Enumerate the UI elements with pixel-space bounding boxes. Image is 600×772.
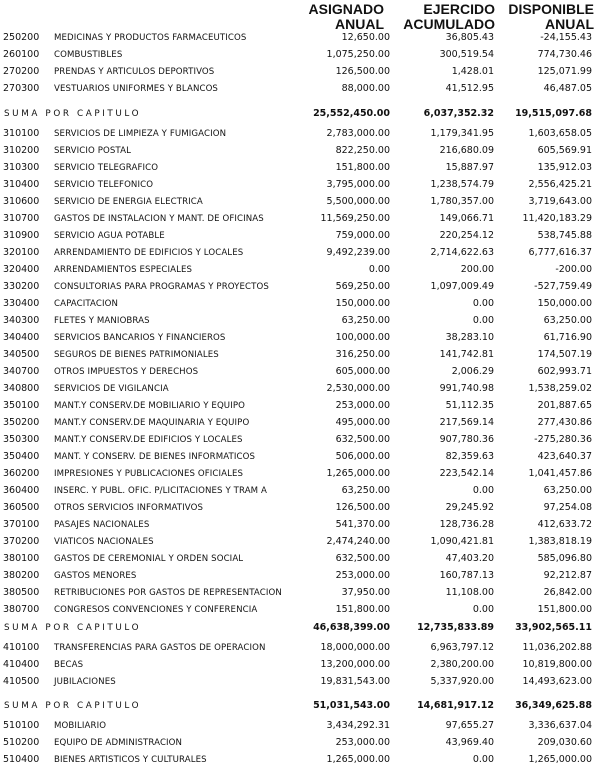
concept-cell: CONGRESOS CONVENCIONES Y CONFERENCIA bbox=[54, 605, 258, 615]
ejercido-acumulado-cell: 0.00 bbox=[472, 754, 494, 765]
table-row bbox=[0, 296, 600, 312]
account-code-cell: 340400 bbox=[3, 332, 40, 343]
account-code-cell: 380700 bbox=[3, 604, 40, 615]
asignado-anual-cell: 495,000.00 bbox=[335, 417, 390, 428]
asignado-anual-cell: 150,000.00 bbox=[335, 298, 390, 309]
asignado-anual-cell: 541,370.00 bbox=[335, 519, 390, 530]
disponible-anual-cell: 1,538,259.02 bbox=[528, 383, 592, 394]
concept-cell: MANT.Y CONSERV.DE MAQUINARIA Y EQUIPO bbox=[54, 418, 250, 428]
concept-cell: GASTOS MENORES bbox=[54, 571, 137, 581]
disponible-anual-cell: 605,569.91 bbox=[537, 145, 592, 156]
concept-cell: SEGUROS DE BIENES PATRIMONIALES bbox=[54, 350, 219, 360]
concept-cell: SERVICIO TELEFONICO bbox=[54, 180, 154, 190]
disponible-anual-cell: 3,719,643.00 bbox=[528, 196, 592, 207]
asignado-anual-cell: 46,638,399.00 bbox=[313, 622, 390, 633]
ejercido-acumulado-cell: 43,969.40 bbox=[445, 737, 494, 748]
disponible-anual-cell: 1,383,818.19 bbox=[528, 536, 592, 547]
account-code-cell: 320400 bbox=[3, 264, 40, 275]
ejercido-acumulado-cell: 141,742.81 bbox=[439, 349, 494, 360]
disponible-anual-cell: 46,487.05 bbox=[543, 83, 592, 94]
table-row bbox=[0, 602, 600, 618]
asignado-anual-cell: 632,500.00 bbox=[335, 434, 390, 445]
account-code-cell: 310200 bbox=[3, 145, 40, 156]
disponible-anual-cell: -24,155.43 bbox=[540, 32, 592, 43]
ejercido-acumulado-cell: 223,542.14 bbox=[439, 468, 494, 479]
ejercido-acumulado-cell: 0.00 bbox=[472, 298, 494, 309]
concept-cell: ARRENDAMIENTO DE EDIFICIOS Y LOCALES bbox=[54, 248, 244, 258]
disponible-anual-cell: 1,603,658.05 bbox=[528, 128, 592, 139]
table-row bbox=[0, 228, 600, 244]
disponible-anual-cell: 538,745.88 bbox=[537, 230, 592, 241]
concept-cell: SERVICIOS BANCARIOS Y FINANCIEROS bbox=[54, 333, 226, 343]
sum-label: SUMA POR CAPITULO bbox=[4, 109, 142, 119]
disponible-anual-cell: -275,280.36 bbox=[534, 434, 592, 445]
disponible-anual-cell: 10,819,800.00 bbox=[522, 659, 592, 670]
header-disponible-anual bbox=[508, 2, 594, 32]
asignado-anual-cell: 0.00 bbox=[368, 264, 390, 275]
disponible-anual-cell: 19,515,097.68 bbox=[515, 108, 592, 119]
table-row bbox=[0, 415, 600, 431]
ejercido-acumulado-cell: 15,887.97 bbox=[445, 162, 494, 173]
account-code-cell: 410400 bbox=[3, 659, 40, 670]
asignado-anual-cell: 1,265,000.00 bbox=[326, 754, 390, 765]
header-ejercido-acumulado bbox=[403, 2, 495, 32]
concept-cell: BECAS bbox=[54, 660, 84, 670]
ejercido-acumulado-cell: 217,569.14 bbox=[439, 417, 494, 428]
account-code-cell: 410500 bbox=[3, 676, 40, 687]
disponible-anual-cell: 774,730.46 bbox=[537, 49, 592, 60]
asignado-anual-cell: 151,800.00 bbox=[335, 604, 390, 615]
account-code-cell: 350300 bbox=[3, 434, 40, 445]
asignado-anual-cell: 12,650.00 bbox=[341, 32, 390, 43]
account-code-cell: 370200 bbox=[3, 536, 40, 547]
disponible-anual-cell: -200.00 bbox=[555, 264, 592, 275]
table-row bbox=[0, 449, 600, 465]
ejercido-acumulado-cell: 82,359.63 bbox=[445, 451, 494, 462]
asignado-anual-cell: 37,950.00 bbox=[341, 587, 390, 598]
concept-cell: SERVICIOS DE VIGILANCIA bbox=[54, 384, 169, 394]
chapter-total-row bbox=[0, 620, 600, 636]
ejercido-acumulado-cell: 6,963,797.12 bbox=[430, 642, 494, 653]
asignado-anual-cell: 88,000.00 bbox=[341, 83, 390, 94]
table-row bbox=[0, 262, 600, 278]
account-code-cell: 380200 bbox=[3, 570, 40, 581]
account-code-cell: 310100 bbox=[3, 128, 40, 139]
header-line: EJERCIDO bbox=[423, 1, 495, 17]
concept-cell: SERVICIO POSTAL bbox=[54, 146, 131, 156]
ejercido-acumulado-cell: 1,428.01 bbox=[451, 66, 494, 77]
ejercido-acumulado-cell: 2,380,200.00 bbox=[430, 659, 494, 670]
table-row bbox=[0, 194, 600, 210]
table-row bbox=[0, 551, 600, 567]
concept-cell: MANT.Y CONSERV.DE MOBILIARIO Y EQUIPO bbox=[54, 401, 245, 411]
disponible-anual-cell: 2,556,425.21 bbox=[528, 179, 592, 190]
header-asignado-anual bbox=[309, 2, 384, 32]
asignado-anual-cell: 253,000.00 bbox=[335, 737, 390, 748]
concept-cell: EQUIPO DE ADMINISTRACION bbox=[54, 738, 183, 748]
ejercido-acumulado-cell: 0.00 bbox=[472, 485, 494, 496]
account-code-cell: 310600 bbox=[3, 196, 40, 207]
asignado-anual-cell: 63,250.00 bbox=[341, 485, 390, 496]
asignado-anual-cell: 3,795,000.00 bbox=[326, 179, 390, 190]
asignado-anual-cell: 5,500,000.00 bbox=[326, 196, 390, 207]
asignado-anual-cell: 11,569,250.00 bbox=[320, 213, 390, 224]
ejercido-acumulado-cell: 97,655.27 bbox=[445, 720, 494, 731]
concept-cell: CONSULTORIAS PARA PROGRAMAS Y PROYECTOS bbox=[54, 282, 269, 292]
ejercido-acumulado-cell: 220,254.12 bbox=[439, 230, 494, 241]
account-code-cell: 360400 bbox=[3, 485, 40, 496]
asignado-anual-cell: 253,000.00 bbox=[335, 570, 390, 581]
account-code-cell: 510200 bbox=[3, 737, 40, 748]
table-row bbox=[0, 81, 600, 97]
asignado-anual-cell: 1,265,000.00 bbox=[326, 468, 390, 479]
table-row bbox=[0, 674, 600, 690]
disponible-anual-cell: 92,212.87 bbox=[543, 570, 592, 581]
disponible-anual-cell: 277,430.86 bbox=[537, 417, 592, 428]
asignado-anual-cell: 126,500.00 bbox=[335, 66, 390, 77]
concept-cell: VIATICOS NACIONALES bbox=[54, 537, 154, 547]
asignado-anual-cell: 13,200,000.00 bbox=[320, 659, 390, 670]
concept-cell: MOBILIARIO bbox=[54, 721, 107, 731]
asignado-anual-cell: 253,000.00 bbox=[335, 400, 390, 411]
concept-cell: SERVICIO TELEGRAFICO bbox=[54, 163, 159, 173]
asignado-anual-cell: 151,800.00 bbox=[335, 162, 390, 173]
ejercido-acumulado-cell: 991,740.98 bbox=[439, 383, 494, 394]
disponible-anual-cell: 33,902,565.11 bbox=[515, 622, 592, 633]
disponible-anual-cell: 97,254.08 bbox=[543, 502, 592, 513]
asignado-anual-cell: 126,500.00 bbox=[335, 502, 390, 513]
header-line: ANUAL bbox=[335, 16, 384, 32]
account-code-cell: 370100 bbox=[3, 519, 40, 530]
asignado-anual-cell: 632,500.00 bbox=[335, 553, 390, 564]
header-line: ACUMULADO bbox=[403, 16, 495, 32]
asignado-anual-cell: 63,250.00 bbox=[341, 315, 390, 326]
asignado-anual-cell: 605,000.00 bbox=[335, 366, 390, 377]
table-row bbox=[0, 517, 600, 533]
concept-cell: ARRENDAMIENTOS ESPECIALES bbox=[54, 265, 193, 275]
disponible-anual-cell: 61,716.90 bbox=[543, 332, 592, 343]
disponible-anual-cell: 1,265,000.00 bbox=[528, 754, 592, 765]
table-row bbox=[0, 177, 600, 193]
disponible-anual-cell: 11,036,202.88 bbox=[522, 642, 592, 653]
ejercido-acumulado-cell: 0.00 bbox=[472, 315, 494, 326]
asignado-anual-cell: 1,075,250.00 bbox=[326, 49, 390, 60]
table-row bbox=[0, 466, 600, 482]
disponible-anual-cell: 6,777,616.37 bbox=[528, 247, 592, 258]
table-row bbox=[0, 432, 600, 448]
account-code-cell: 330400 bbox=[3, 298, 40, 309]
disponible-anual-cell: 151,800.00 bbox=[537, 604, 592, 615]
disponible-anual-cell: 150,000.00 bbox=[537, 298, 592, 309]
account-code-cell: 340300 bbox=[3, 315, 40, 326]
header-line: DISPONIBLE bbox=[508, 1, 594, 17]
chapter-total-row bbox=[0, 106, 600, 122]
account-code-cell: 510400 bbox=[3, 754, 40, 765]
table-row bbox=[0, 364, 600, 380]
account-code-cell: 340800 bbox=[3, 383, 40, 394]
concept-cell: SERVICIO AGUA POTABLE bbox=[54, 231, 165, 241]
table-row bbox=[0, 500, 600, 516]
table-row bbox=[0, 585, 600, 601]
account-code-cell: 350100 bbox=[3, 400, 40, 411]
account-code-cell: 380500 bbox=[3, 587, 40, 598]
account-code-cell: 410100 bbox=[3, 642, 40, 653]
chapter-total-row bbox=[0, 698, 600, 714]
table-row bbox=[0, 381, 600, 397]
asignado-anual-cell: 100,000.00 bbox=[335, 332, 390, 343]
disponible-anual-cell: 1,041,457.86 bbox=[528, 468, 592, 479]
concept-cell: RETRIBUCIONES POR GASTOS DE REPRESENTACION bbox=[54, 588, 282, 598]
disponible-anual-cell: 26,842.00 bbox=[543, 587, 592, 598]
disponible-anual-cell: 36,349,625.88 bbox=[515, 700, 592, 711]
header-line: ANUAL bbox=[545, 16, 594, 32]
asignado-anual-cell: 759,000.00 bbox=[335, 230, 390, 241]
asignado-anual-cell: 2,474,240.00 bbox=[326, 536, 390, 547]
ejercido-acumulado-cell: 1,090,421.81 bbox=[430, 536, 494, 547]
ejercido-acumulado-cell: 6,037,352.32 bbox=[423, 108, 494, 119]
asignado-anual-cell: 569,250.00 bbox=[335, 281, 390, 292]
ejercido-acumulado-cell: 200.00 bbox=[460, 264, 494, 275]
ejercido-acumulado-cell: 128,736.28 bbox=[439, 519, 494, 530]
concept-cell: INSERC. Y PUBL. OFIC. P/LICITACIONES Y TRAM A bbox=[54, 486, 268, 496]
table-row bbox=[0, 126, 600, 142]
concept-cell: JUBILACIONES bbox=[54, 677, 116, 687]
concept-cell: VESTUARIOS UNIFORMES Y BLANCOS bbox=[54, 84, 218, 94]
account-code-cell: 350400 bbox=[3, 451, 40, 462]
disponible-anual-cell: 63,250.00 bbox=[543, 485, 592, 496]
table-row bbox=[0, 534, 600, 550]
concept-cell: MANT.Y CONSERV.DE EDIFICIOS Y LOCALES bbox=[54, 435, 243, 445]
account-code-cell: 360500 bbox=[3, 502, 40, 513]
account-code-cell: 510100 bbox=[3, 720, 40, 731]
disponible-anual-cell: 412,633.72 bbox=[537, 519, 592, 530]
table-row bbox=[0, 398, 600, 414]
asignado-anual-cell: 316,250.00 bbox=[335, 349, 390, 360]
disponible-anual-cell: 602,993.71 bbox=[537, 366, 592, 377]
account-code-cell: 250200 bbox=[3, 32, 40, 43]
ejercido-acumulado-cell: 2,714,622.63 bbox=[430, 247, 494, 258]
concept-cell: TRANSFERENCIAS PARA GASTOS DE OPERACION bbox=[54, 643, 266, 653]
asignado-anual-cell: 51,031,543.00 bbox=[313, 700, 390, 711]
disponible-anual-cell: 585,096.80 bbox=[537, 553, 592, 564]
concept-cell: GASTOS DE INSTALACION Y MANT. DE OFICINAS bbox=[54, 214, 264, 224]
disponible-anual-cell: 63,250.00 bbox=[543, 315, 592, 326]
account-code-cell: 270300 bbox=[3, 83, 40, 94]
disponible-anual-cell: 11,420,183.29 bbox=[522, 213, 592, 224]
ejercido-acumulado-cell: 51,112.35 bbox=[445, 400, 494, 411]
ejercido-acumulado-cell: 160,787.13 bbox=[439, 570, 494, 581]
ejercido-acumulado-cell: 5,337,920.00 bbox=[430, 676, 494, 687]
ejercido-acumulado-cell: 149,066.71 bbox=[439, 213, 494, 224]
concept-cell: CAPACITACION bbox=[54, 299, 119, 309]
concept-cell: COMBUSTIBLES bbox=[54, 50, 123, 60]
ejercido-acumulado-cell: 36,805.43 bbox=[445, 32, 494, 43]
ejercido-acumulado-cell: 41,512.95 bbox=[445, 83, 494, 94]
concept-cell: BIENES ARTISTICOS Y CULTURALES bbox=[54, 755, 207, 765]
account-code-cell: 260100 bbox=[3, 49, 40, 60]
table-row bbox=[0, 211, 600, 227]
disponible-anual-cell: 423,640.37 bbox=[537, 451, 592, 462]
account-code-cell: 310700 bbox=[3, 213, 40, 224]
sum-label: SUMA POR CAPITULO bbox=[4, 623, 142, 633]
table-row bbox=[0, 657, 600, 673]
concept-cell: OTROS IMPUESTOS Y DERECHOS bbox=[54, 367, 199, 377]
disponible-anual-cell: 3,336,637.04 bbox=[528, 720, 592, 731]
account-code-cell: 380100 bbox=[3, 553, 40, 564]
account-code-cell: 320100 bbox=[3, 247, 40, 258]
ejercido-acumulado-cell: 907,780.36 bbox=[439, 434, 494, 445]
table-row bbox=[0, 718, 600, 734]
disponible-anual-cell: 201,887.65 bbox=[537, 400, 592, 411]
disponible-anual-cell: -527,759.49 bbox=[534, 281, 592, 292]
ejercido-acumulado-cell: 2,006.29 bbox=[451, 366, 494, 377]
asignado-anual-cell: 506,000.00 bbox=[335, 451, 390, 462]
ejercido-acumulado-cell: 216,680.09 bbox=[439, 145, 494, 156]
asignado-anual-cell: 25,552,450.00 bbox=[313, 108, 390, 119]
ejercido-acumulado-cell: 1,780,357.00 bbox=[430, 196, 494, 207]
table-row bbox=[0, 160, 600, 176]
table-row bbox=[0, 752, 600, 768]
table-row bbox=[0, 47, 600, 63]
ejercido-acumulado-cell: 1,179,341.95 bbox=[430, 128, 494, 139]
ejercido-acumulado-cell: 11,108.00 bbox=[445, 587, 494, 598]
account-code-cell: 330200 bbox=[3, 281, 40, 292]
disponible-anual-cell: 125,071.99 bbox=[537, 66, 592, 77]
account-code-cell: 310400 bbox=[3, 179, 40, 190]
asignado-anual-cell: 9,492,239.00 bbox=[326, 247, 390, 258]
ejercido-acumulado-cell: 1,097,009.49 bbox=[430, 281, 494, 292]
concept-cell: MANT. Y CONSERV. DE BIENES INFORMATICOS bbox=[54, 452, 256, 462]
table-row bbox=[0, 279, 600, 295]
account-code-cell: 340700 bbox=[3, 366, 40, 377]
ejercido-acumulado-cell: 300,519.54 bbox=[439, 49, 494, 60]
concept-cell: GASTOS DE CEREMONIAL Y ORDEN SOCIAL bbox=[54, 554, 244, 564]
concept-cell: PASAJES NACIONALES bbox=[54, 520, 150, 530]
concept-cell: OTROS SERVICIOS INFORMATIVOS bbox=[54, 503, 204, 513]
account-code-cell: 360200 bbox=[3, 468, 40, 479]
ejercido-acumulado-cell: 14,681,917.12 bbox=[417, 700, 494, 711]
table-row bbox=[0, 313, 600, 329]
table-row bbox=[0, 347, 600, 363]
table-row bbox=[0, 640, 600, 656]
table-row bbox=[0, 483, 600, 499]
table-row bbox=[0, 64, 600, 80]
concept-cell: PRENDAS Y ARTICULOS DEPORTIVOS bbox=[54, 67, 215, 77]
concept-cell: FLETES Y MANIOBRAS bbox=[54, 316, 150, 326]
disponible-anual-cell: 209,030.60 bbox=[537, 737, 592, 748]
sum-label: SUMA POR CAPITULO bbox=[4, 701, 142, 711]
table-row bbox=[0, 330, 600, 346]
disponible-anual-cell: 174,507.19 bbox=[537, 349, 592, 360]
ejercido-acumulado-cell: 29,245.92 bbox=[445, 502, 494, 513]
ejercido-acumulado-cell: 0.00 bbox=[472, 604, 494, 615]
disponible-anual-cell: 135,912.03 bbox=[537, 162, 592, 173]
asignado-anual-cell: 2,530,000.00 bbox=[326, 383, 390, 394]
asignado-anual-cell: 822,250.00 bbox=[335, 145, 390, 156]
concept-cell: SERVICIOS DE LIMPIEZA Y FUMIGACION bbox=[54, 129, 227, 139]
account-code-cell: 350200 bbox=[3, 417, 40, 428]
table-row bbox=[0, 245, 600, 261]
concept-cell: IMPRESIONES Y PUBLICACIONES OFICIALES bbox=[54, 469, 244, 479]
asignado-anual-cell: 19,831,543.00 bbox=[320, 676, 390, 687]
disponible-anual-cell: 14,493,623.00 bbox=[522, 676, 592, 687]
table-row bbox=[0, 568, 600, 584]
asignado-anual-cell: 18,000,000.00 bbox=[320, 642, 390, 653]
table-row bbox=[0, 735, 600, 751]
asignado-anual-cell: 2,783,000.00 bbox=[326, 128, 390, 139]
account-code-cell: 310900 bbox=[3, 230, 40, 241]
ejercido-acumulado-cell: 1,238,574.79 bbox=[430, 179, 494, 190]
account-code-cell: 310300 bbox=[3, 162, 40, 173]
concept-cell: MEDICINAS Y PRODUCTOS FARMACEUTICOS bbox=[54, 33, 247, 43]
asignado-anual-cell: 3,434,292.31 bbox=[326, 720, 390, 731]
account-code-cell: 340500 bbox=[3, 349, 40, 360]
ejercido-acumulado-cell: 47,403.20 bbox=[445, 553, 494, 564]
table-row bbox=[0, 30, 600, 46]
account-code-cell: 270200 bbox=[3, 66, 40, 77]
ejercido-acumulado-cell: 38,283.10 bbox=[445, 332, 494, 343]
ejercido-acumulado-cell: 12,735,833.89 bbox=[417, 622, 494, 633]
table-row bbox=[0, 143, 600, 159]
header-line: ASIGNADO bbox=[308, 1, 384, 17]
concept-cell: SERVICIO DE ENERGIA ELECTRICA bbox=[54, 197, 203, 207]
